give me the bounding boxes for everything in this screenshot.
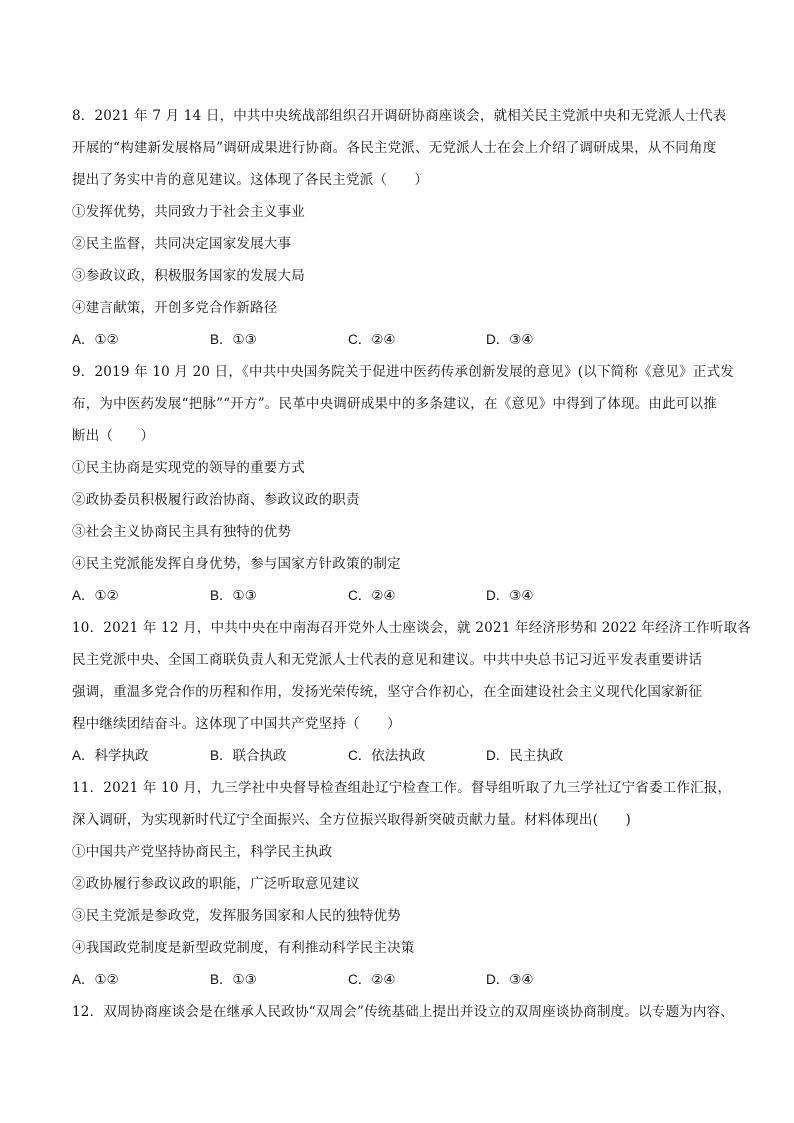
option-text: ③④: [509, 332, 534, 348]
question-stem-line: 民主党派中央、全国工商联负责人和无党派人士代表的意见和建议。中共中央总书记习近平发表重要讲话: [72, 652, 703, 668]
option-key: C．: [348, 332, 372, 347]
option-key: B．: [210, 972, 233, 987]
question-stem-line: 布，为中医药发展“把脉”“开方”。民革中央调研成果中的多条建议，在《意见》中得到了体现。由此可以推: [72, 396, 717, 412]
question-12: [72, 996, 732, 1028]
answer-options: [72, 580, 732, 612]
answer-option[interactable]: [210, 324, 348, 356]
statement-item: ③社会主义协商民主具有独特的优势: [72, 524, 292, 540]
question-9: [72, 356, 732, 612]
option-key: A．: [72, 332, 95, 347]
answer-options: [72, 964, 732, 996]
answer-option[interactable]: [486, 580, 624, 612]
option-key: B．: [210, 588, 233, 603]
option-text: ①②: [94, 332, 119, 348]
question-stem-line: 9．2019 年 10 月 20 日，《中共中央国务院关于促进中医药传承创新发展的意见》(以下简称《意见》正式发: [72, 364, 734, 380]
option-text: 科学执政: [94, 748, 149, 764]
statement-item: ④民主党派能发挥自身优势，参与国家方针政策的制定: [72, 556, 401, 572]
answer-option[interactable]: [348, 740, 486, 772]
option-text: ①③: [232, 332, 257, 348]
answer-option[interactable]: [72, 580, 210, 612]
statement-item: ③参政议政，积极服务国家的发展大局: [72, 268, 305, 284]
answer-option[interactable]: [486, 964, 624, 996]
option-text: ②④: [371, 332, 396, 348]
question-stem-line: 11．2021 年 10 月，九三学社中央督导检查组赴辽宁检查工作。督导组听取了九三学社辽宁省委工作汇报，: [72, 780, 732, 796]
answer-option[interactable]: [486, 324, 624, 356]
question-stem-line: 程中继续团结奋斗。这体现了中国共产党坚持（ ）: [72, 716, 401, 732]
option-key: C．: [348, 972, 372, 987]
answer-option[interactable]: [348, 324, 486, 356]
option-text: ①③: [232, 588, 257, 604]
question-stem-line: 提出了务实中肯的意见建议。这体现了各民主党派（ ）: [72, 172, 429, 188]
statement-item: ②政协委员积极履行政治协商、参政议政的职责: [72, 492, 360, 508]
question-stem-line: 断出（ ）: [72, 428, 155, 444]
option-key: D．: [486, 972, 510, 987]
answer-option[interactable]: [210, 580, 348, 612]
statement-item: ②民主监督，共同决定国家发展大事: [72, 236, 292, 252]
answer-option[interactable]: [72, 324, 210, 356]
question-stem-line: 开展的“构建新发展格局”调研成果进行协商。各民主党派、无党派人士在会上介绍了调研成果，从不同角度: [72, 140, 717, 156]
option-text: ①②: [94, 588, 119, 604]
option-text: ①③: [232, 972, 257, 988]
question-stem-line: 12．双周协商座谈会是在继承人民政协“双周会”传统基础上提出并设立的双周座谈协商制度。以专题为内容、: [72, 1004, 734, 1020]
statement-item: ④我国政党制度是新型政党制度，有利推动科学民主决策: [72, 940, 415, 956]
exam-page: [72, 100, 751, 1028]
option-key: A．: [72, 588, 95, 603]
question-stem-line: 强调，重温多党合作的历程和作用，发扬光荣传统，坚守合作初心，在全面建设社会主义现代化国家新征: [72, 684, 703, 700]
question-stem-line: 10．2021 年 12 月，中共中央在中南海召开党外人士座谈会，就 2021 年经济形势和 2022 年经济工作听取各: [72, 620, 751, 636]
statement-item: ②政协履行参政议政的职能，广泛听取意见建议: [72, 876, 360, 892]
question-stem-line: 8．2021 年 7 月 14 日，中共中央统战部组织召开调研协商座谈会，就相关民主党派中央和无党派人士代表: [72, 108, 727, 124]
statement-item: ④建言献策，开创多党合作新路径: [72, 300, 278, 316]
answer-option[interactable]: [210, 740, 348, 772]
option-key: C．: [348, 588, 372, 603]
option-key: D．: [486, 588, 510, 603]
question-10: [72, 612, 751, 772]
option-key: A．: [72, 972, 95, 987]
answer-options: [72, 740, 732, 772]
option-key: D．: [486, 748, 510, 763]
statement-item: ③民主党派是参政党，发挥服务国家和人民的独特优势: [72, 908, 401, 924]
option-text: 民主执政: [509, 748, 564, 764]
option-text: 联合执政: [232, 748, 287, 764]
option-text: ③④: [509, 588, 534, 604]
option-text: ②④: [371, 972, 396, 988]
option-key: C．: [348, 748, 372, 763]
option-text: ③④: [509, 972, 534, 988]
answer-options: [72, 324, 732, 356]
option-text: ②④: [371, 588, 396, 604]
question-stem-line: 深入调研，为实现新时代辽宁全面振兴、全方位振兴取得新突破贡献力量。材料体现出( ): [72, 812, 631, 828]
answer-option[interactable]: [486, 740, 624, 772]
answer-option[interactable]: [348, 580, 486, 612]
option-text: ①②: [94, 972, 119, 988]
option-key: B．: [210, 748, 233, 763]
statement-item: ①民主协商是实现党的领导的重要方式: [72, 460, 305, 476]
option-key: D．: [486, 332, 510, 347]
statement-item: ①发挥优势，共同致力于社会主义事业: [72, 204, 305, 220]
answer-option[interactable]: [210, 964, 348, 996]
option-key: A．: [72, 748, 95, 763]
answer-option[interactable]: [72, 740, 210, 772]
option-key: B．: [210, 332, 233, 347]
question-8: [72, 100, 732, 356]
question-11: [72, 772, 732, 996]
option-text: 依法执政: [371, 748, 426, 764]
answer-option[interactable]: [72, 964, 210, 996]
answer-option[interactable]: [348, 964, 486, 996]
statement-item: ①中国共产党坚持协商民主，科学民主执政: [72, 844, 333, 860]
